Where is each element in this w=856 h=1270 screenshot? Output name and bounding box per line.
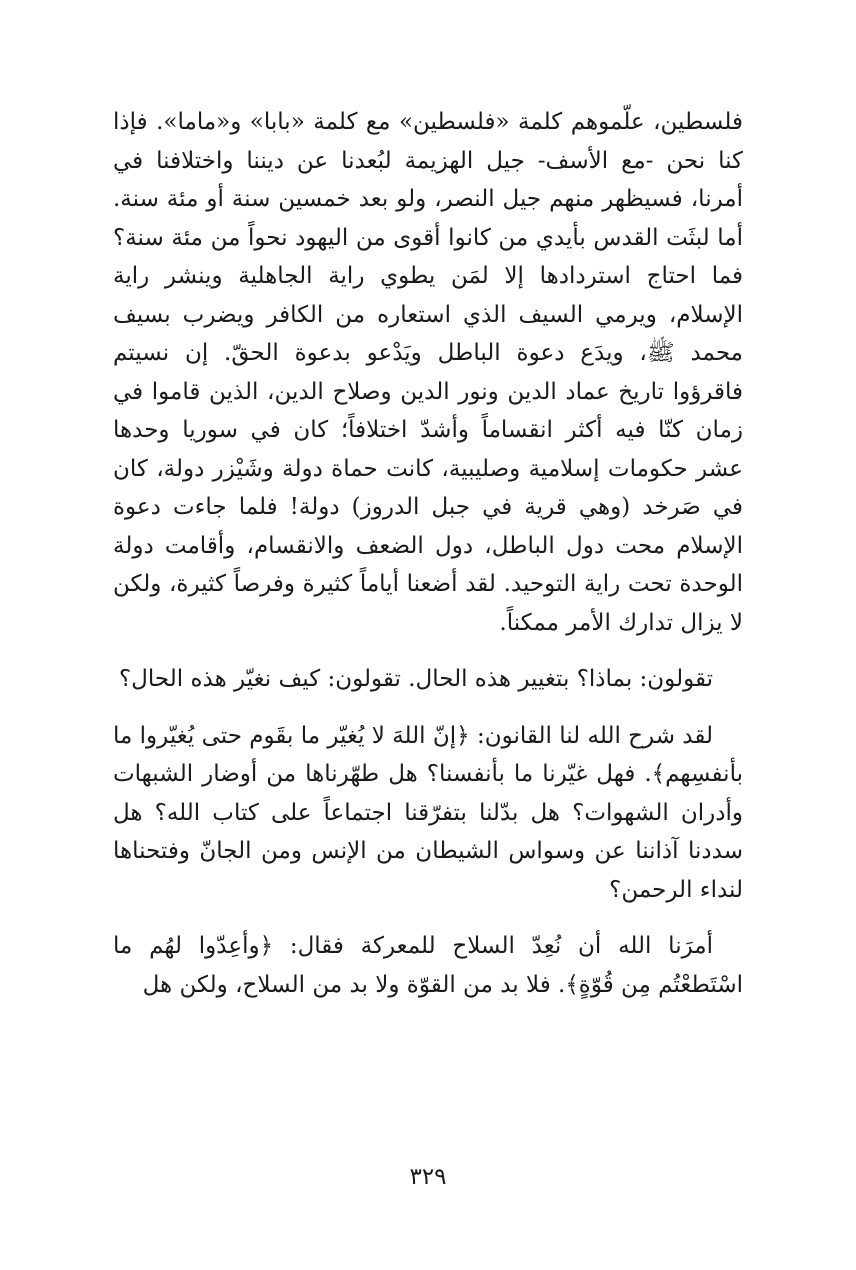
page-body <box>113 103 743 1163</box>
page-number: ٣٢٩ <box>409 1164 447 1190</box>
paragraph-4: أمرَنا الله أن نُعِدّ السلاح للمعركة فقال: ﴿وأعِدّوا لهُم ما اسْتَطعْتُم مِن قُوّةٍ﴾. فلا بد من القوّة ولا بد من السلاح، ولكن هل <box>113 933 743 998</box>
paragraph-1: فلسطين، علّموهم كلمة «فلسطين» مع كلمة «بابا» و«ماما». فإذا كنا نحن -مع الأسف- جيل الهزيمة لبُعدنا عن ديننا واختلافنا في أمرنا، فسيظهر منهم جيل النصر، ولو بعد خمسين سنة أو مئة سنة. أما لبثَت القدس بأيدي من كانوا أقوى من اليهود نحواً من مئة سنة؟ فما احتاج استردادها إلا لمَن يطوي راية الجاهلية وينشر راية الإسلام، ويرمي السيف الذي استعاره من الكافر ويضرب بسيف محمد ﷺ، ويدَع دعوة الباطل ويَدْعو بدعوة الحقّ. إن نسيتم فاقرؤوا تاريخ عماد الدين ونور الدين وصلاح الدين، الذين قاموا في زمان كنّا فيه أكثر انقساماً وأشدّ اختلافاً؛ كان في سوريا وحدها عشر حكومات إسلامية وصليبية، كانت حماة دولة وشَيْزر دولة، كان في صَرخد (وهي قرية في جبل الدروز) دولة! فلما جاءت دعوة الإسلام محت دول الباطل، دول الضعف والانقسام، وأقامت دولة الوحدة تحت راية التوحيد. لقد أضعنا أياماً كثيرة وفرصاً كثيرة، ولكن لا يزال تدارك الأمر ممكناً. <box>113 109 743 636</box>
paragraph-2: تقولون: بماذا؟ بتغيير هذه الحال. تقولون: كيف نغيّر هذه الحال؟ <box>118 666 713 692</box>
paragraph-3: لقد شرح الله لنا القانون: ﴿إنّ اللهَ لا يُغيّر ما بقَوم حتى يُغيّروا ما بأنفسِهم﴾. فهل غيّرنا ما بأنفسنا؟ هل طهّرناها من أوضار الشبهات وأدران الشهوات؟ هل بدّلنا بتفرّقنا اجتماعاً على كتاب الله؟ هل سددنا آذاننا عن وسواس الشيطان من الإنس ومن الجانّ وفتحناها لنداء الرحمن؟ <box>113 722 743 903</box>
